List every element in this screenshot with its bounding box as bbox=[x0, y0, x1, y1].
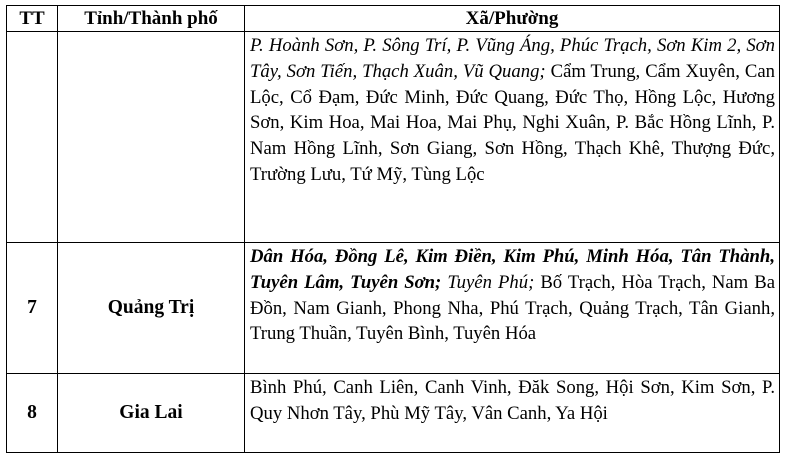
table-row bbox=[7, 32, 780, 243]
province-name: Quảng Trị bbox=[58, 243, 245, 374]
province-name bbox=[58, 32, 245, 243]
province-name: Gia Lai bbox=[58, 374, 245, 453]
ward-list bbox=[245, 243, 780, 374]
header-tt: TT bbox=[7, 6, 58, 32]
table-header-row bbox=[7, 6, 780, 32]
table-row bbox=[7, 374, 780, 453]
ward-list-normal: Cẩm Trung, Cẩm Xuyên, Can Lộc, Cổ Đạm, Đức Minh, Đức Quang, Đức Thọ, Hồng Lộc, Hương Sơn, Kim Hoa, Mai Hoa, Mai Phụ, Nghi Xuân, P. Bắc Hồng Lĩnh, P. Nam Hồng Lĩnh, Sơn Giang, Sơn Hồng, Thạch Khê, Thượng Đức, Trường Lưu, Tứ Mỹ, Tùng Lộc bbox=[250, 60, 776, 185]
table-row bbox=[7, 243, 780, 374]
header-province: Tỉnh/Thành phố bbox=[58, 6, 245, 32]
row-number bbox=[7, 32, 58, 243]
header-wards: Xã/Phường bbox=[245, 6, 780, 32]
ward-list-italic: Tuyên Phú; bbox=[447, 271, 535, 293]
row-number: 7 bbox=[7, 243, 58, 374]
ward-list bbox=[245, 32, 780, 243]
row-number: 8 bbox=[7, 374, 58, 453]
ward-list bbox=[245, 374, 780, 453]
ward-list-normal: Bố Trạch, Hòa Trạch, Nam Ba Đồn, Nam Gianh, Phong Nha, Phú Trạch, Quảng Trạch, Tân Gianh, Trung Thuần, Tuyên Bình, Tuyên Hóa bbox=[250, 271, 775, 345]
ward-list-italic: P. Hoành Sơn, P. Sông Trí, P. Vũng Áng, Phúc Trạch, Sơn Kim 2, Sơn Tây, Sơn Tiến, Thạch Xuân, Vũ Quang; bbox=[250, 35, 775, 82]
ward-list-normal: Bình Phú, Canh Liên, Canh Vinh, Đăk Song, Hội Sơn, Kim Sơn, P. Quy Nhơn Tây, Phù Mỹ Tây, Vân Canh, Ya Hội bbox=[250, 377, 775, 424]
ward-list-table bbox=[6, 5, 780, 453]
ward-list-bold-italic: Dân Hóa, Đồng Lê, Kim Điền, Kim Phú, Minh Hóa, Tân Thành, Tuyên Lâm, Tuyên Sơn; bbox=[250, 246, 775, 293]
